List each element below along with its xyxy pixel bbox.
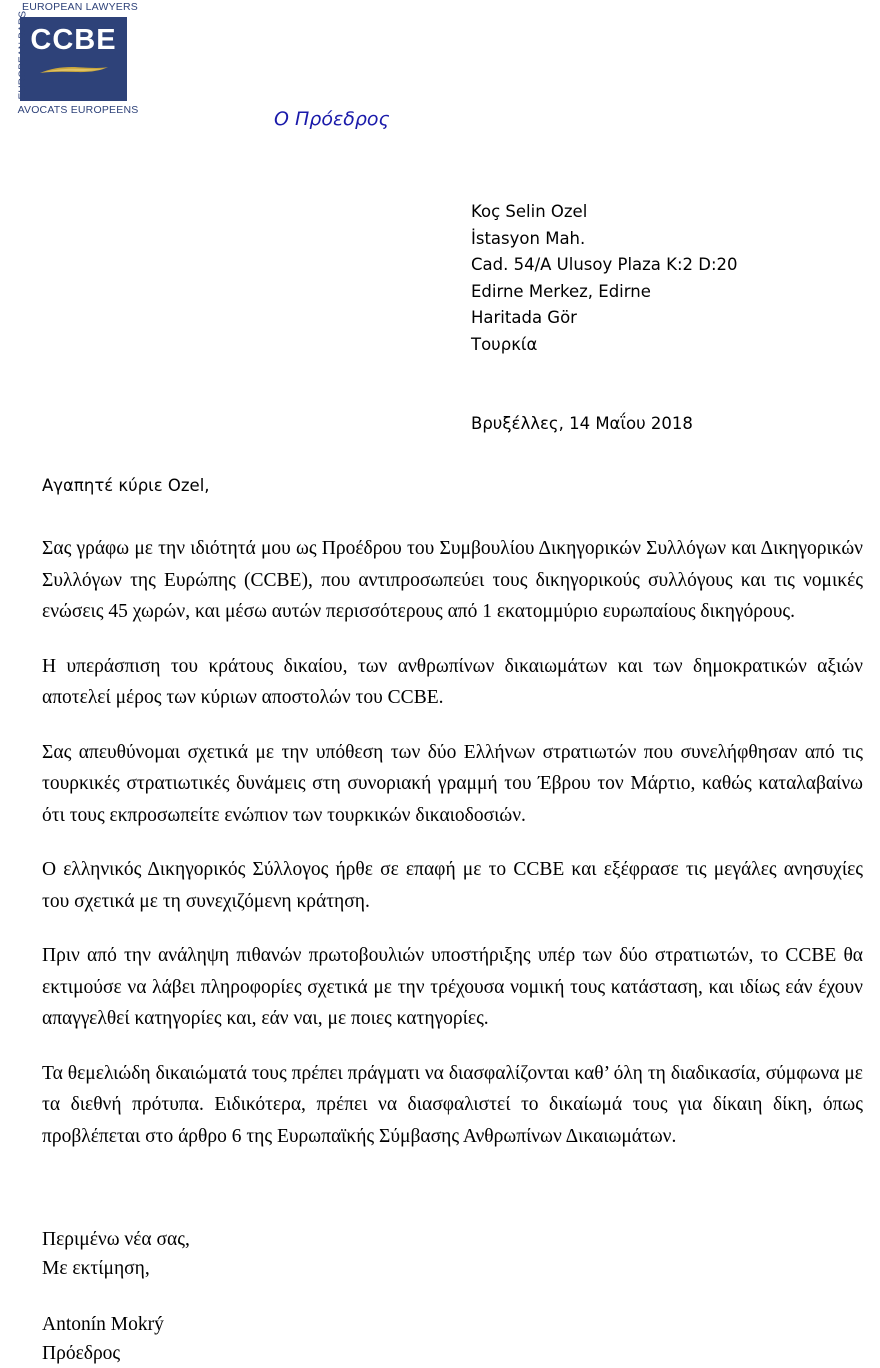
address-line: Τουρκία (471, 334, 538, 354)
logo-top-label: EUROPEAN LAWYERS (21, 1, 138, 13)
address-line: Cad. 54/A Ulusoy Plaza K:2 D:20 (471, 255, 738, 274)
letterhead (0, 0, 160, 138)
logo-bottom-label: AVOCATS EUROPEENS (17, 104, 139, 116)
president-title: Ο Πρόεδρος (274, 108, 390, 130)
logo-swoosh-icon (38, 63, 110, 75)
date-line: Βρυξέλλες, 14 Μαΐου 2018 (471, 414, 693, 433)
closing-block (42, 1225, 190, 1283)
address-line: Koç Selin Ozel (471, 202, 588, 221)
recipient-address (471, 199, 738, 358)
logo-left-label: EUROPEAN BARS (17, 10, 29, 100)
body-paragraph: Τα θεμελιώδη δικαιώματά τους πρέπει πράγματι να διασφαλίζονται καθ’ όλη τη διαδικασία, σύμφωνα με τα διεθνή πρότυπα. Ειδικότερα, πρέπει να διασφαλιστεί το δικαίωμά τους για δίκαιη δίκη, όπως προβλέπεται στο άρθρο 6 της Ευρωπαϊκής Σύμβασης Ανθρωπίνων Δικαιωμάτων. (42, 1062, 863, 1147)
salutation: Αγαπητέ κύριε Ozel, (42, 476, 210, 495)
signatory-role: Πρόεδρος (42, 1343, 121, 1364)
body-paragraph: Σας απευθύνομαι σχετικά με την υπόθεση των δύο Ελλήνων στρατιωτών που συνελήφθησαν από τις τουρκικές στρατιωτικές δυνάμεις στη συνοριακή γραμμή του Έβρου τον Μάρτιο, καθώς καταλαβαίνω ότι τους εκπροσωπείτε ενώπιον των τουρκικών δικαιοδοσιών. (42, 741, 863, 826)
body-paragraph: Σας γράφω με την ιδιότητά μου ως Προέδρου του Συμβουλίου Δικηγορικών Συλλόγων και Δικηγορικών Συλλόγων της Ευρώπης (CCBE), που αντιπροσωπεύει τους δικηγορικούς συλλόγους και τις νομικές ενώσεις 45 χωρών, και μέσω αυτών περισσότερους από 1 εκατομμύριο ευρωπαίους δικηγόρους. (42, 538, 863, 622)
signature-block (42, 1310, 164, 1368)
logo-right-label: BARREAUX EUROPEENS (132, 13, 144, 138)
signatory-name: Antonín Mokrý (42, 1314, 164, 1335)
address-line: Edirne Merkez, Edirne (471, 281, 651, 301)
ccbe-logo (8, 0, 144, 138)
body-paragraph: Πριν από την ανάληψη πιθανών πρωτοβουλιών υποστήριξης υπέρ των δύο στρατιωτών, το CCBE θα εκτιμούσε να λάβει πληροφορίες σχετικά με την τρέχουσα νομική τους κατάσταση, και ιδίως εάν έχουν απαγγελθεί κατηγορίες και, εάν ναι, με ποιες κατηγορίες. (42, 945, 863, 1029)
body-paragraph: Ο ελληνικός Δικηγορικός Σύλλογος ήρθε σε επαφή με το CCBE και εξέφρασε τις μεγάλες ανησυχίες του σχετικά με τη συνεχιζόμενη κράτηση. (42, 859, 863, 912)
letter-body (42, 533, 863, 1152)
closing-line: Με εκτίμηση, (42, 1258, 150, 1279)
address-line: İstasyon Mah. (471, 228, 586, 248)
closing-line: Περιμένω νέα σας, (42, 1229, 190, 1250)
address-line: Haritada Gör (471, 308, 577, 327)
logo-wordmark: CCBE (30, 24, 117, 56)
body-paragraph: Η υπεράσπιση του κράτους δικαίου, των ανθρωπίνων δικαιωμάτων και των δημοκρατικών αξιών αποτελεί μέρος των κύριων αποστολών του CCBE. (42, 655, 863, 708)
